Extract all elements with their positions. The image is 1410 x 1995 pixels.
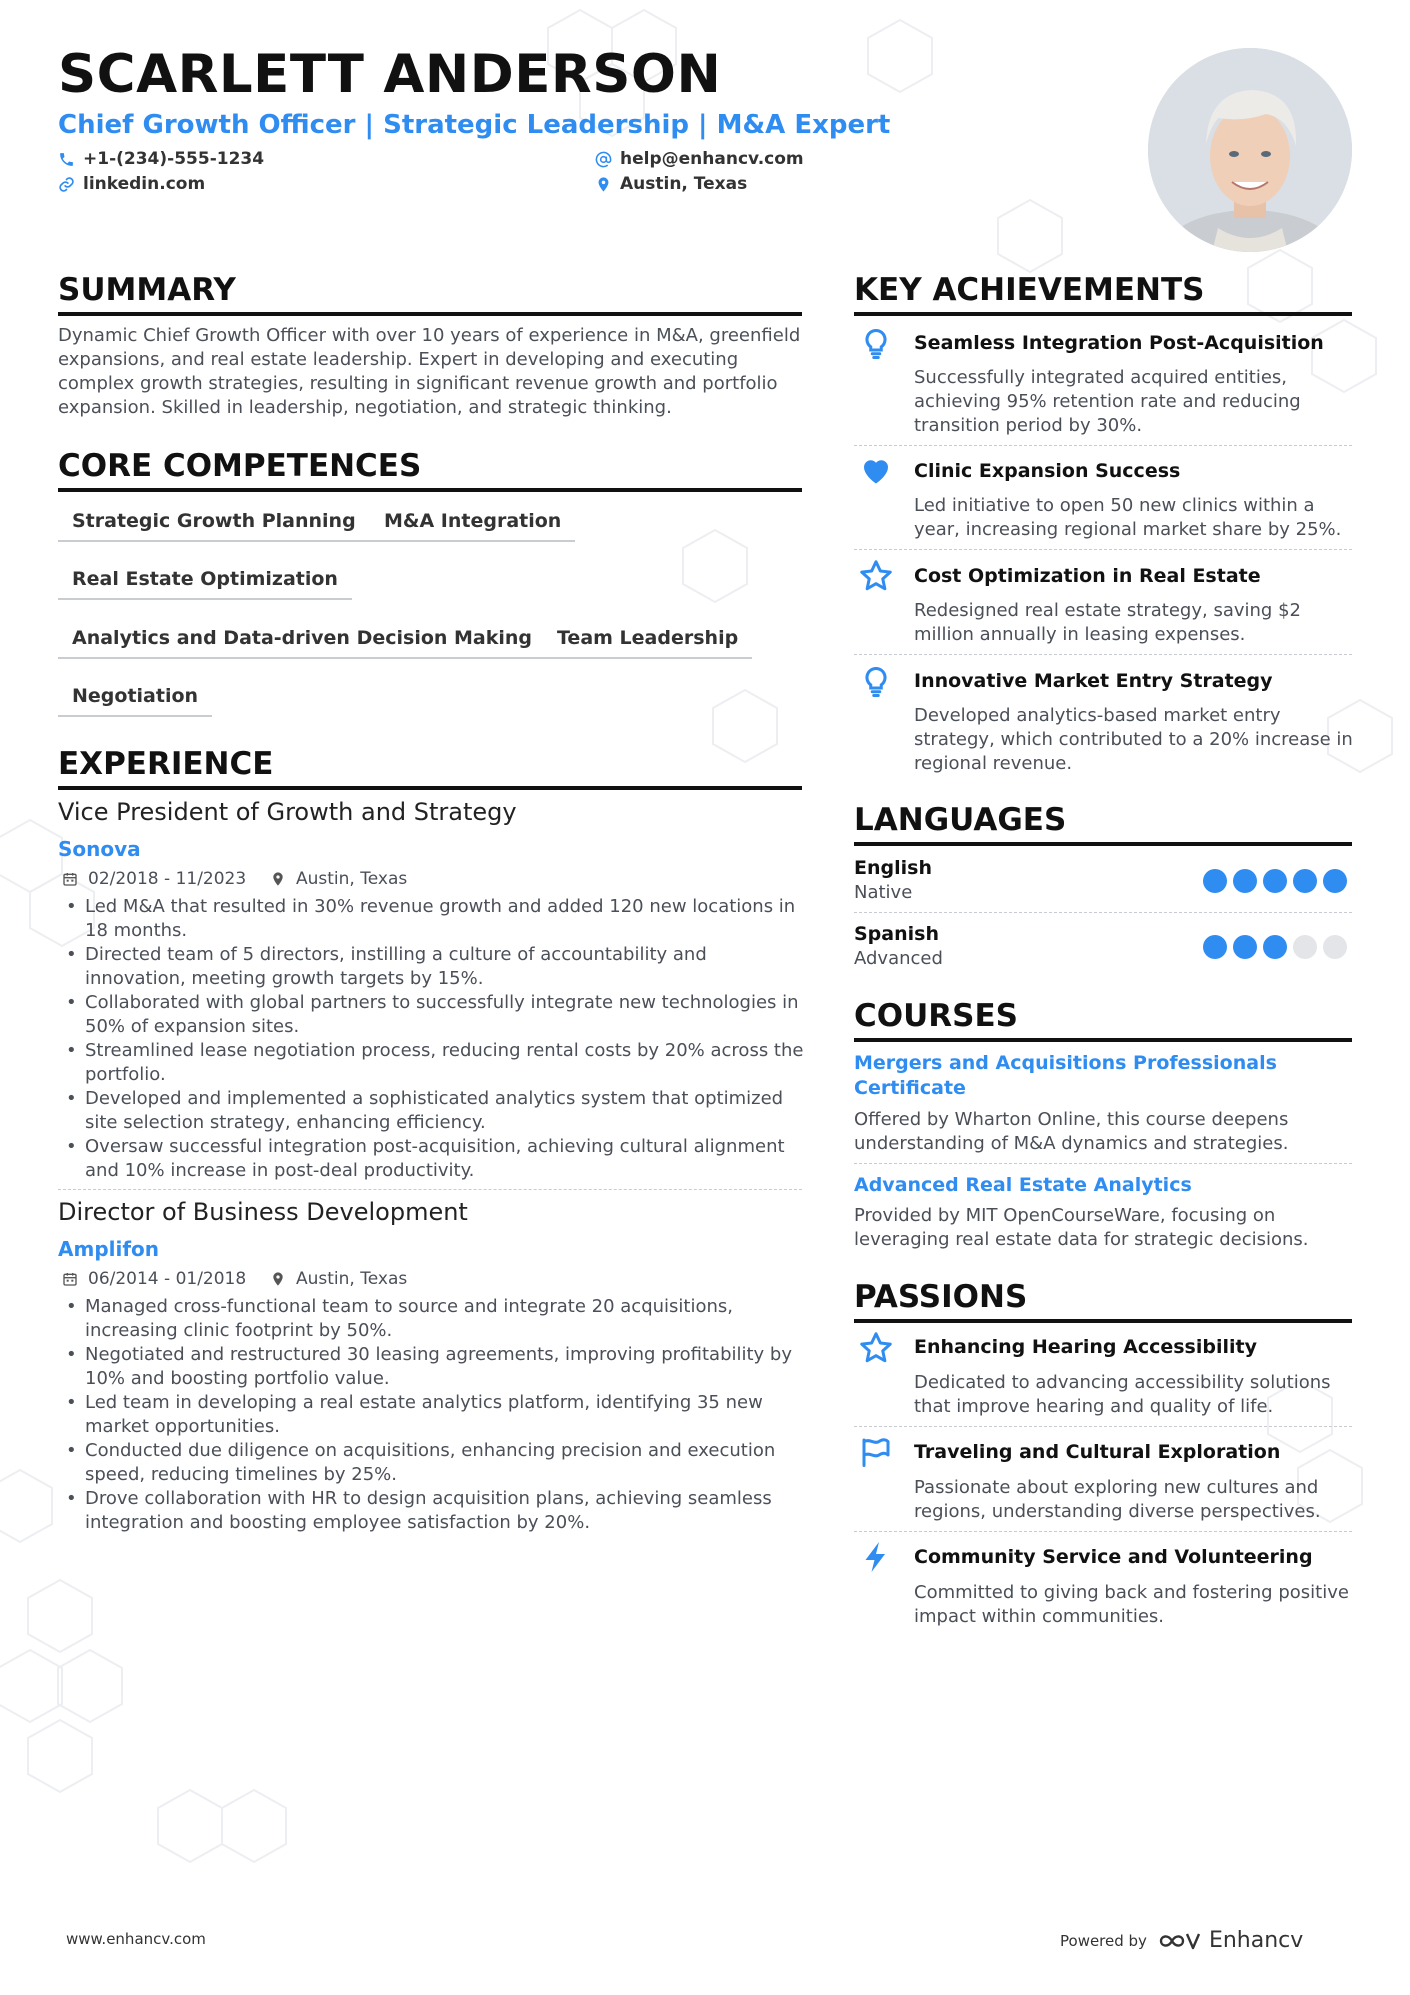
- summary-text: Dynamic Chief Growth Officer with over 10 years of experience in M&A, greenfield expansions, and real estate leadership. Expert in developing and executing complex growth strategies, resulting in significant revenue growth and portfolio expansion. Skilled in leadership, negotiation, and strategic thinking.: [58, 325, 801, 418]
- powered-by-text: Powered by: [1060, 1931, 1147, 1950]
- location-text: Austin, Texas: [620, 174, 748, 194]
- phone-text: +1-(234)-555-1234: [83, 149, 265, 169]
- rating-dot-filled: [1203, 869, 1227, 893]
- passion-title: Enhancing Hearing Accessibility: [914, 1336, 1257, 1358]
- job-dates: [62, 1269, 246, 1289]
- location-contact: [595, 174, 747, 194]
- lightning-icon: [858, 1539, 894, 1575]
- company-name[interactable]: Sonova: [58, 837, 141, 861]
- brand-logo[interactable]: [1157, 1928, 1303, 1953]
- profile-photo: [1148, 48, 1352, 252]
- calendar-icon: [62, 871, 78, 887]
- achievement-desc: Led initiative to open 50 new clinics within a year, increasing regional market share by 25%.: [914, 495, 1342, 540]
- candidate-name: SCARLETT ANDERSON: [58, 44, 722, 105]
- rating-dot-filled: [1263, 935, 1287, 959]
- divider: [854, 1426, 1352, 1427]
- language-rating: [1203, 869, 1347, 893]
- rating-dot-filled: [1293, 869, 1317, 893]
- summary-heading: SUMMARY: [58, 272, 802, 316]
- footer-powered: [1060, 1928, 1303, 1953]
- location-text: Austin, Texas: [296, 869, 408, 889]
- languages-heading: LANGUAGES: [854, 802, 1352, 846]
- heart-icon: [858, 452, 894, 488]
- rating-dot-filled: [1233, 869, 1257, 893]
- divider: [854, 912, 1352, 913]
- bullet-item: • Led team in developing a real estate analytics platform, identifying 35 new market opportunities.: [58, 1391, 808, 1439]
- rating-dot-empty: [1293, 935, 1317, 959]
- competence-tag: Real Estate Optimization: [58, 568, 352, 600]
- job-dates: [62, 869, 246, 889]
- rating-dot-filled: [1263, 869, 1287, 893]
- course-title[interactable]: Mergers and Acquisitions Professionals Certificate: [854, 1052, 1277, 1099]
- passion-desc: Dedicated to advancing accessibility solutions that improve hearing and quality of life.: [914, 1372, 1331, 1417]
- divider: [854, 549, 1352, 550]
- achievement-desc: Developed analytics-based market entry strategy, which contributed to a 20% increase in regional revenue.: [914, 705, 1353, 774]
- bullet-item: • Oversaw successful integration post-acquisition, achieving cultural alignment and 10% increase in post-deal productivity.: [58, 1135, 808, 1183]
- job-bullets: [58, 895, 808, 1183]
- location-pin-icon: [270, 871, 286, 887]
- bullet-item: • Streamlined lease negotiation process, reducing rental costs by 20% across the portfolio.: [58, 1039, 808, 1087]
- bullet-item: • Negotiated and restructured 30 leasing agreements, improving profitability by 10% and boosting portfolio value.: [58, 1343, 808, 1391]
- linkedin-contact[interactable]: [58, 174, 205, 194]
- course-desc: Offered by Wharton Online, this course deepens understanding of M&A dynamics and strategies.: [854, 1109, 1289, 1154]
- competence-tag: Analytics and Data-driven Decision Making: [58, 627, 546, 659]
- passions-heading: PASSIONS: [854, 1279, 1352, 1323]
- linkedin-text: linkedin.com: [83, 174, 206, 194]
- phone-icon: [58, 151, 75, 168]
- location-pin-icon: [270, 1271, 286, 1287]
- enhancv-logo-icon: [1157, 1929, 1201, 1953]
- bullet-item: • Developed and implemented a sophisticated analytics system that optimized site selection strategy, enhancing efficiency.: [58, 1087, 808, 1135]
- achievement-desc: Redesigned real estate strategy, saving $2 million annually in leasing expenses.: [914, 600, 1301, 645]
- phone-contact[interactable]: [58, 149, 264, 169]
- brand-name: Enhancv: [1208, 1928, 1304, 1953]
- achievement-title: Innovative Market Entry Strategy: [914, 670, 1273, 692]
- divider: [854, 1531, 1352, 1532]
- lightbulb-icon: [858, 326, 894, 362]
- experience-heading: EXPERIENCE: [58, 746, 802, 790]
- email-text: help@enhancv.com: [620, 149, 804, 169]
- rating-dot-empty: [1323, 935, 1347, 959]
- job-location: [270, 869, 407, 889]
- competence-tag: Negotiation: [58, 685, 212, 717]
- competence-tag: Team Leadership: [543, 627, 752, 659]
- passion-title: Community Service and Volunteering: [914, 1546, 1313, 1568]
- passion-desc: Passionate about exploring new cultures and regions, understanding diverse perspectives.: [914, 1477, 1321, 1522]
- email-contact[interactable]: [595, 149, 804, 169]
- achievements-heading: KEY ACHIEVEMENTS: [854, 272, 1352, 316]
- link-icon: [58, 176, 75, 193]
- competence-tag: Strategic Growth Planning: [58, 510, 370, 542]
- job-location: [270, 1269, 407, 1289]
- passion-title: Traveling and Cultural Exploration: [914, 1441, 1281, 1463]
- language-rating: [1203, 935, 1347, 959]
- achievement-title: Seamless Integration Post-Acquisition: [914, 332, 1324, 354]
- dates-text: 02/2018 - 11/2023: [88, 869, 247, 889]
- divider: [854, 445, 1352, 446]
- company-name[interactable]: Amplifon: [58, 1237, 160, 1261]
- star-icon: [858, 558, 894, 594]
- language-name: Spanish: [854, 923, 939, 945]
- language-name: English: [854, 857, 932, 879]
- competences-heading: CORE COMPETENCES: [58, 448, 802, 492]
- language-level: Advanced: [854, 948, 943, 969]
- competence-tag: M&A Integration: [370, 510, 575, 542]
- rating-dot-filled: [1323, 869, 1347, 893]
- rating-dot-filled: [1203, 935, 1227, 959]
- candidate-title: Chief Growth Officer | Strategic Leadership | M&A Expert: [58, 110, 891, 140]
- bullet-item: • Collaborated with global partners to successfully integrate new technologies in 50% of expansion sites.: [58, 991, 808, 1039]
- footer-website[interactable]: www.enhancv.com: [66, 1930, 206, 1948]
- bullet-item: • Drove collaboration with HR to design acquisition plans, achieving seamless integration and boosting employee satisfaction by 20%.: [58, 1487, 808, 1535]
- divider: [58, 1189, 802, 1190]
- rating-dot-filled: [1233, 935, 1257, 959]
- bullet-item: • Directed team of 5 directors, instilling a culture of accountability and innovation, meeting growth targets by 15%.: [58, 943, 808, 991]
- job-bullets: [58, 1295, 808, 1535]
- at-sign-icon: [595, 151, 612, 168]
- portrait-illustration: [1148, 48, 1352, 252]
- location-pin-icon: [595, 176, 612, 193]
- achievement-title: Cost Optimization in Real Estate: [914, 565, 1261, 587]
- divider: [854, 1163, 1352, 1164]
- lightbulb-icon: [858, 664, 894, 700]
- course-title[interactable]: Advanced Real Estate Analytics: [854, 1174, 1192, 1196]
- job-title: Vice President of Growth and Strategy: [58, 798, 517, 826]
- achievement-desc: Successfully integrated acquired entities, achieving 95% retention rate and reducing transition period by 30%.: [914, 367, 1301, 436]
- divider: [854, 654, 1352, 655]
- flag-icon: [858, 1434, 894, 1470]
- star-icon: [858, 1330, 894, 1366]
- achievement-title: Clinic Expansion Success: [914, 460, 1181, 482]
- dates-text: 06/2014 - 01/2018: [88, 1269, 247, 1289]
- course-desc: Provided by MIT OpenCourseWare, focusing on leveraging real estate data for strategic decisions.: [854, 1205, 1309, 1250]
- passion-desc: Committed to giving back and fostering positive impact within communities.: [914, 1582, 1349, 1627]
- location-text: Austin, Texas: [296, 1269, 408, 1289]
- bullet-item: • Led M&A that resulted in 30% revenue growth and added 120 new locations in 18 months.: [58, 895, 808, 943]
- language-level: Native: [854, 882, 913, 903]
- job-title: Director of Business Development: [58, 1198, 468, 1226]
- bullet-item: • Managed cross-functional team to source and integrate 20 acquisitions, increasing clinic footprint by 50%.: [58, 1295, 808, 1343]
- calendar-icon: [62, 1271, 78, 1287]
- courses-heading: COURSES: [854, 998, 1352, 1042]
- bullet-item: • Conducted due diligence on acquisitions, enhancing precision and execution speed, reducing timelines by 25%.: [58, 1439, 808, 1487]
